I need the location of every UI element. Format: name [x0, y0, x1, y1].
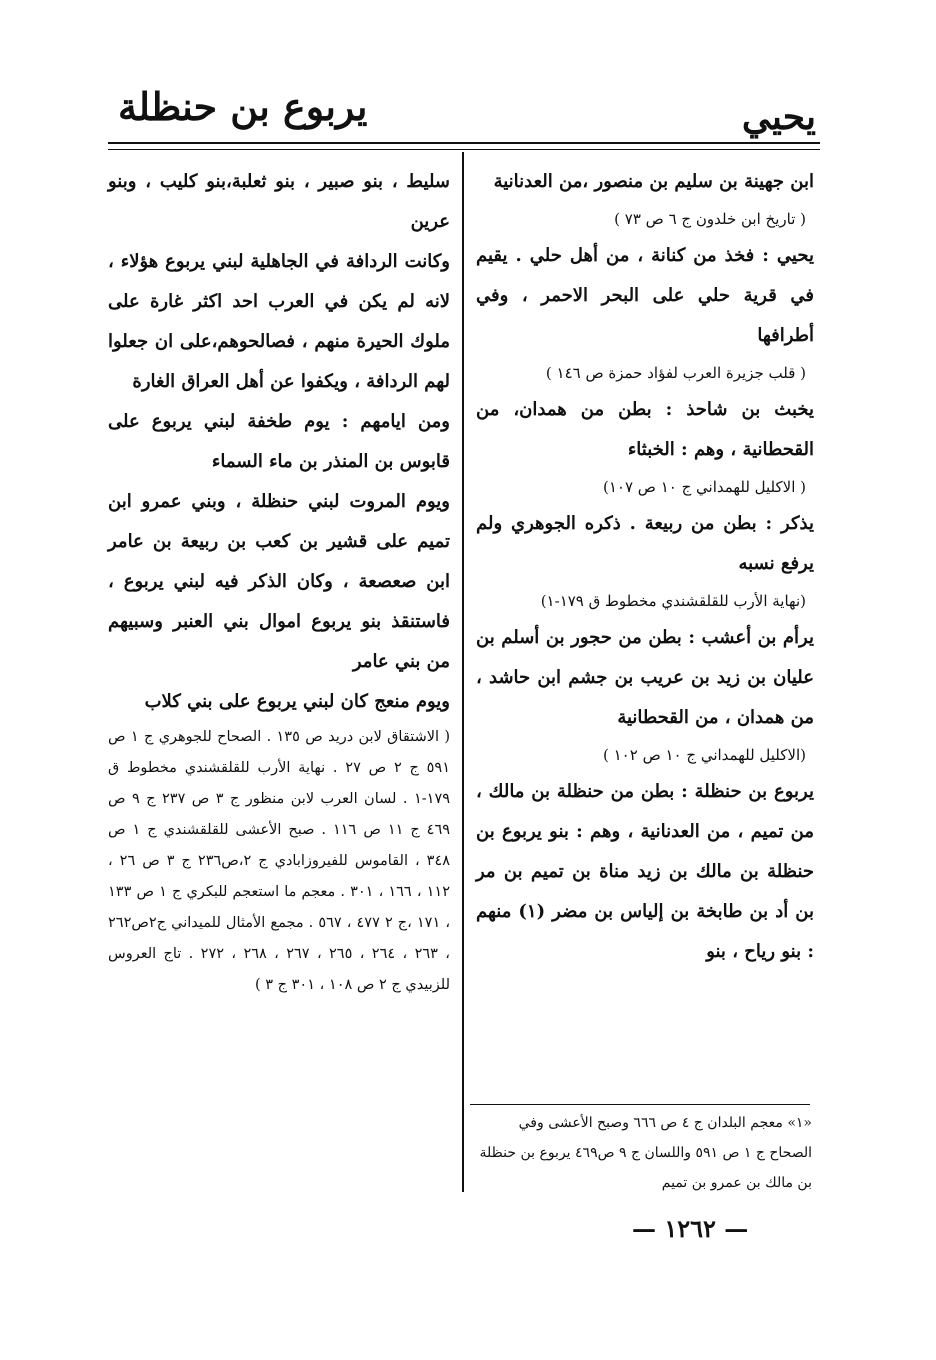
entry-paragraph: ويوم المروت لبني حنظلة ، وبني عمرو ابن تميم على قشير بن كعب بن ربيعة بن عامر ابن صعصعة ، وكان الذكر فيه لبني يربوع ، فاستنقذ بنو يربوع اموال بني العنبر وسبيهم من بني عامر [108, 491, 450, 672]
running-header-right: يحيي [741, 96, 816, 138]
left-column [108, 162, 450, 1001]
citation: ( قلب جزيرة العرب لفؤاد حمزة ص ١٤٦ ) [545, 364, 806, 382]
citation: ( الاكليل للهمداني ج ١٠ ص ١٠٧) [603, 478, 806, 496]
entry-paragraph: يحيي : فخذ من كنانة ، من أهل حلي . يقيم في قرية حلي على البحر الاحمر ، وفي أطرافها [476, 245, 814, 346]
sources-list: ( الاشتقاق لابن دريد ص ١٣٥ . الصحاح للجوهري ج ١ ص ٥٩١ ج ٢ ص ٢٧ . نهاية الأرب للقلقشندي مخطوط ق ١٧٩-١ . لسان العرب لابن منظور ج ٣ ص ٢٣٧ ج ٩ ص ٤٦٩ ج ١١ ص ١١٦ . صبح الأعشى للقلقشندي ج ١ ص ٣٤٨ ، القاموس للفيروزابادي ج ٢،ص٢٣٦ ج ٣ ص ٢٦ ، ١١٢ ، ١٦٦ ، ٣٠١ . معجم ما استعجم للبكري ج ١ ص ١٣٣ ، ١٧١ ،ج ٢ ٤٧٧ ، ٥٦٧ . مجمع الأمثال للميداني ج٢ص٢٦٢ ، ٢٦٣ ، ٢٦٤ ، ٢٦٥ ، ٢٦٧ ، ٢٦٨ ، ٢٧٢ . تاج العروس للزبيدي ج ٢ ص ١٠٨ ، ٣٠١ ج ٣ ) [108, 729, 451, 993]
running-header-left: يربوع بن حنظلة [118, 84, 368, 129]
entry-paragraph: يذكر : بطن من ربيعة . ذكره الجوهري ولم يرفع نسبه [476, 513, 814, 574]
entry-paragraph: سليط ، بنو صبير ، بنو ثعلبة،بنو كليب ، وبنو عرين [108, 171, 450, 232]
right-column [476, 162, 814, 972]
footnote: «١» معجم البلدان ج ٤ ص ٦٦٦ وصبح الأعشى وفي الصحاح ج ١ ص ٥٩١ واللسان ج ٩ ص٤٦٩ يربوع بن حنظلة بن مالك بن عمرو بن تميم [479, 1115, 812, 1191]
citation: (الاكليل للهمداني ج ١٠ ص ١٠٢ ) [603, 746, 806, 764]
citation: (نهاية الأرب للقلقشندي مخطوط ق ١٧٩-١) [540, 592, 806, 610]
entry-paragraph: وكانت الردافة في الجاهلية لبني يربوع هؤلاء ، لانه لم يكن في العرب احد اكثر غارة على ملوك الحيرة منهم ، فصالحوهم،على ان جعلوا لهم الردافة ، ويكفوا عن أهل العراق الغارة [108, 251, 450, 392]
entry-paragraph: ابن جهينة بن سليم بن منصور ،من العدنانية [493, 171, 814, 192]
page-number: — ١٢٦٢ — [632, 1214, 749, 1243]
header-rule-thin [108, 149, 820, 150]
footnote-rule [470, 1104, 810, 1105]
entry-paragraph: يربوع بن حنظلة : بطن من حنظلة بن مالك ، من تميم ، من العدنانية ، وهم : بنو يربوع بن حنظلة بن مالك بن زيد مناة بن تميم بن مر بن أد بن طابخة بن إلياس بن مضر (١) منهم : بنو رياح ، بنو [476, 781, 814, 962]
entry-paragraph: ومن ايامهم : يوم طخفة لبني يربوع على قابوس بن المنذر بن ماء السماء [108, 411, 450, 472]
header-rule [108, 142, 820, 144]
column-divider [462, 152, 464, 1192]
citation: ( تاريخ ابن خلدون ج ٦ ص ٧٣ ) [614, 210, 806, 228]
entry-paragraph: يرأم بن أعشب : بطن من حجور بن أسلم بن عليان بن زيد بن عريب بن جشم ابن حاشد ، من همدان ، من القحطانية [476, 627, 814, 728]
entry-paragraph: ويوم منعج كان لبني يربوع على بني كلاب [144, 691, 450, 712]
entry-paragraph: يخبث بن شاحذ : بطن من همدان، من القحطانية ، وهم : الخبثاء [476, 399, 814, 460]
